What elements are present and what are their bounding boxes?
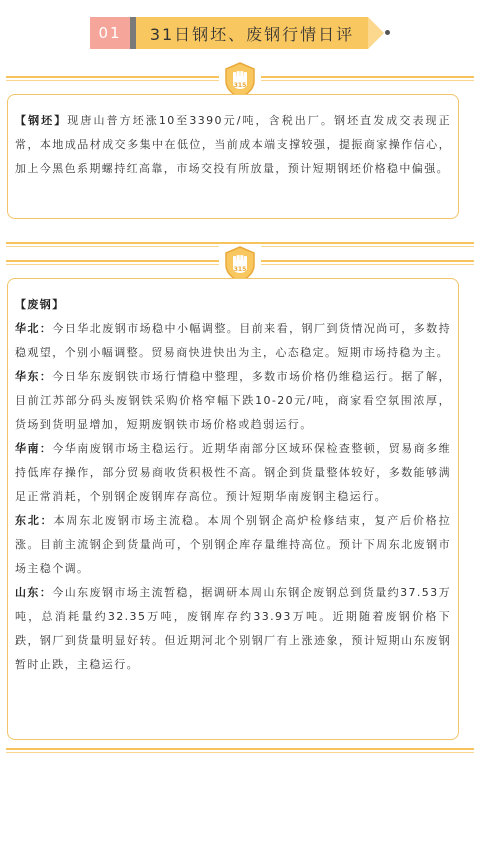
billet-label: 【钢坯】	[15, 114, 68, 127]
region-text: 今华南废钢市场主稳运行。近期华南部分区域环保检查整顿，贸易商多维持低库存操作，部分贸易商收货积极性不高。钢企到货量整体较好，多数能够满足正常消耗，个别钢企废钢库存高位。预计短期华南废钢主稳运行。	[15, 442, 451, 503]
scrap-label-paragraph	[15, 293, 451, 317]
region-paragraph	[15, 365, 451, 437]
region-paragraph	[15, 437, 451, 509]
region-text: 今山东废钢市场主流暂稳，据调研本周山东钢企废钢总到货量约37.53万吨，总消耗量约32.35万吨，废钢库存约33.93万吨。近期随着废钢价格下跌，钢厂到货量明显好转。但近期河北个别钢厂有上涨迹象，预计短期山东废钢暂时止跌，主稳运行。	[15, 586, 452, 671]
divider-billet	[6, 64, 474, 96]
svg-text:315: 315	[233, 266, 247, 273]
divider-scrap	[6, 248, 474, 280]
region-paragraph	[15, 317, 451, 365]
page-title: 31日钢坯、废钢行情日评	[136, 17, 368, 49]
section-number: 01	[90, 17, 130, 49]
scrap-label: 【废钢】	[15, 298, 65, 311]
billet-card	[7, 94, 459, 219]
scrap-card	[7, 278, 459, 740]
title-arrow	[368, 17, 384, 49]
region-paragraph	[15, 509, 451, 581]
svg-text:315: 315	[233, 82, 247, 89]
divider-line	[6, 242, 474, 244]
billet-text: 现唐山普方坯涨10至3390元/吨，含税出厂。钢坯直发成交表现正常，本地成品材成交多集中在低位，当前成本端支撑较强，提振商家操作信心，加上今黑色系期螺持红高靠，市场交投有所放量，预计短期钢坯价格稳中偏强。	[15, 114, 451, 175]
region-text: 今日华东废钢铁市场行情稳中整理，多数市场价格仍维稳运行。据了解，目前江苏部分码头废钢铁采购价格窄幅下跌10-20元/吨，商家看空氛围浓厚，货场到货明显增加，短期废钢铁市场价格或趋弱运行。	[15, 370, 451, 431]
region-text: 今日华北废钢市场稳中小幅调整。目前来看，钢厂到货情况尚可，多数持稳观望，个别小幅调整。贸易商快进快出为主，心态稳定。短期市场持稳为主。	[15, 322, 451, 359]
title-banner	[90, 17, 384, 49]
region-name: 东北：	[15, 514, 54, 527]
bottom-divider	[6, 748, 474, 750]
billet-paragraph	[15, 109, 451, 181]
region-paragraph	[15, 581, 451, 677]
region-name: 山东：	[15, 586, 53, 599]
bottom-divider	[6, 752, 474, 753]
title-dot	[385, 30, 390, 35]
region-text: 本周东北废钢市场主流稳。本周个别钢企高炉检修结束，复产后价格拉涨。目前主流钢企到货量尚可，个别钢企库存量维持高位。预计下周东北废钢市场主稳个调。	[15, 514, 451, 575]
region-name: 华东：	[15, 370, 53, 383]
region-name: 华南：	[15, 442, 53, 455]
region-name: 华北：	[15, 322, 53, 335]
